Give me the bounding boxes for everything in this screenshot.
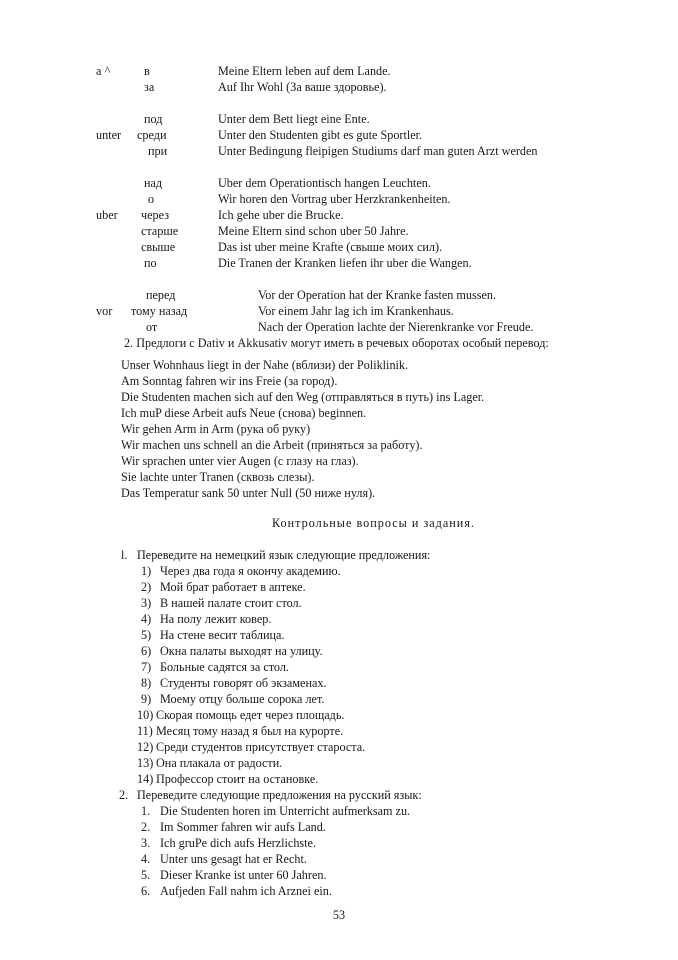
task-1-item: Через два года я окончу академию. bbox=[160, 564, 341, 578]
task-1-item-number: 4) bbox=[141, 612, 152, 626]
task-1-item-number: 7) bbox=[141, 660, 152, 674]
translation-pod: под bbox=[144, 112, 163, 126]
task-2-item-number: 4. bbox=[141, 852, 151, 866]
translation-svyshe: свыше bbox=[141, 240, 176, 254]
translation-starshe: старше bbox=[141, 224, 179, 238]
task-2-item: Unter uns gesagt hat er Recht. bbox=[160, 852, 307, 866]
task-1-item-number: 12) bbox=[137, 740, 154, 754]
task-1-item: Месяц тому назад я был на курорте. bbox=[156, 724, 344, 738]
phrase-1: Unser Wohnhaus liegt in der Nahe (вблизи) der Poliklinik. bbox=[121, 358, 409, 372]
task-1-item: Среди студентов присутствует староста. bbox=[156, 740, 366, 754]
page-number: 53 bbox=[332, 908, 346, 922]
task-1-item-number: 14) bbox=[137, 772, 154, 786]
example-za: Auf Ihr Wohl (За ваше здоровье). bbox=[218, 80, 387, 94]
task-2-number: 2. bbox=[119, 788, 129, 802]
task-1-item-number: 10) bbox=[137, 708, 154, 722]
task-2-item: Die Studenten horen im Unterricht aufmerksam zu. bbox=[160, 804, 411, 818]
example-pri: Unter Bedingung fleipigen Studiums darf man guten Arzt werden bbox=[218, 144, 538, 158]
translation-ot: от bbox=[146, 320, 158, 334]
example-starshe: Meine Eltern sind schon uber 50 Jahre. bbox=[218, 224, 409, 238]
task-1-item-number: 9) bbox=[141, 692, 152, 706]
example-nad: Uber dem Operationtisch hangen Leuchten. bbox=[218, 176, 431, 190]
task-1-text: Переведите на немецкий язык следующие предложения: bbox=[137, 548, 431, 562]
task-1-item-number: 13) bbox=[137, 756, 154, 770]
phrase-7: Wir sprachen unter vier Augen (с глазу на глаз). bbox=[121, 454, 359, 468]
phrase-4: Ich muP diese Arbeit aufs Neue (снова) beginnen. bbox=[121, 406, 367, 420]
phrase-8: Sie lachte unter Tranen (сквозь слезы). bbox=[121, 470, 315, 484]
task-2-item-number: 1. bbox=[141, 804, 151, 818]
task-2-item: Dieser Kranke ist unter 60 Jahren. bbox=[160, 868, 327, 882]
phrase-6: Wir machen uns schnell an die Arbeit (приняться за работу). bbox=[121, 438, 423, 452]
task-1-item-number: 1) bbox=[141, 564, 152, 578]
translation-pered: перед bbox=[146, 288, 176, 302]
translation-v: в bbox=[144, 64, 150, 78]
translation-za: за bbox=[144, 80, 155, 94]
task-1-item-number: 8) bbox=[141, 676, 152, 690]
task-1-item-number: 5) bbox=[141, 628, 152, 642]
example-tomu-nazad: Vor einem Jahr lag ich im Krankenhaus. bbox=[258, 304, 454, 318]
task-1-item-number: 6) bbox=[141, 644, 152, 658]
task-1-item-number: 11) bbox=[137, 724, 153, 738]
example-ot: Nach der Operation lachte der Nierenkranke vor Freude. bbox=[258, 320, 534, 334]
example-cherez: Ich gehe uber die Brucke. bbox=[218, 208, 344, 222]
translation-cherez: через bbox=[141, 208, 170, 222]
task-1-item: Моему отцу больше сорока лет. bbox=[160, 692, 325, 706]
task-1-number: l. bbox=[121, 548, 128, 562]
preposition-label-vor: vor bbox=[96, 304, 113, 318]
task-1-item: Мой брат работает в аптеке. bbox=[160, 580, 306, 594]
task-1-item: Окна палаты выходят на улицу. bbox=[160, 644, 323, 658]
translation-pri: при bbox=[148, 144, 168, 158]
task-1-item-number: 2) bbox=[141, 580, 152, 594]
example-pod: Unter dem Bett liegt eine Ente. bbox=[218, 112, 370, 126]
task-1-item: Скорая помощь едет через площадь. bbox=[156, 708, 345, 722]
preposition-label-a: а ^ bbox=[96, 64, 111, 78]
task-2-item-number: 3. bbox=[141, 836, 151, 850]
translation-sredi: среди bbox=[137, 128, 167, 142]
task-2-text: Переведите следующие предложения на русский язык: bbox=[137, 788, 422, 802]
task-2-item-number: 2. bbox=[141, 820, 151, 834]
phrase-5: Wir gehen Arm in Arm (рука об руку) bbox=[121, 422, 311, 436]
example-o: Wir horen den Vortrag uber Herzkrankenheiten. bbox=[218, 192, 451, 206]
translation-po: по bbox=[144, 256, 157, 270]
point-2-text: 2. Предлоги с Dativ и Akkusativ могут иметь в речевых оборотах особый перевод: bbox=[124, 336, 549, 350]
task-1-item: На полу лежит ковер. bbox=[160, 612, 272, 626]
task-1-item: Профессор стоит на остановке. bbox=[156, 772, 319, 786]
phrase-9: Das Temperatur sank 50 unter Null (50 ниже нуля). bbox=[121, 486, 376, 500]
task-1-item: На стене весит таблица. bbox=[160, 628, 285, 642]
section-heading: Контрольные вопросы и задания. bbox=[272, 516, 475, 530]
task-1-item: В нашей палате стоит стол. bbox=[160, 596, 302, 610]
phrase-2: Am Sonntag fahren wir ins Freie (за город). bbox=[121, 374, 338, 388]
task-2-item-number: 6. bbox=[141, 884, 151, 898]
task-1-item: Студенты говорят об экзаменах. bbox=[160, 676, 327, 690]
translation-o: о bbox=[148, 192, 155, 206]
example-sredi: Unter den Studenten gibt es gute Sportler. bbox=[218, 128, 423, 142]
example-v: Meine Eltern leben auf dem Lande. bbox=[218, 64, 391, 78]
task-2-item: Im Sommer fahren wir aufs Land. bbox=[160, 820, 326, 834]
phrase-3: Die Studenten machen sich auf den Weg (отправляться в путь) ins Lager. bbox=[121, 390, 485, 404]
task-1-item-number: 3) bbox=[141, 596, 152, 610]
translation-tomu-nazad: тому назад bbox=[131, 304, 188, 318]
translation-nad: над bbox=[144, 176, 163, 190]
preposition-label-uber: uber bbox=[96, 208, 118, 222]
example-po: Die Tranen der Kranken liefen ihr uber die Wangen. bbox=[218, 256, 472, 270]
task-2-item: Aufjeden Fall nahm ich Arznei ein. bbox=[160, 884, 332, 898]
example-svyshe: Das ist uber meine Krafte (свыше моих сил). bbox=[218, 240, 443, 254]
preposition-label-unter: unter bbox=[96, 128, 122, 142]
task-1-item: Больные садятся за стол. bbox=[160, 660, 289, 674]
task-2-item: Ich gruPe dich aufs Herzlichste. bbox=[160, 836, 317, 850]
task-2-item-number: 5. bbox=[141, 868, 151, 882]
example-pered: Vor der Operation hat der Kranke fasten mussen. bbox=[258, 288, 497, 302]
task-1-item: Она плакала от радости. bbox=[156, 756, 283, 770]
